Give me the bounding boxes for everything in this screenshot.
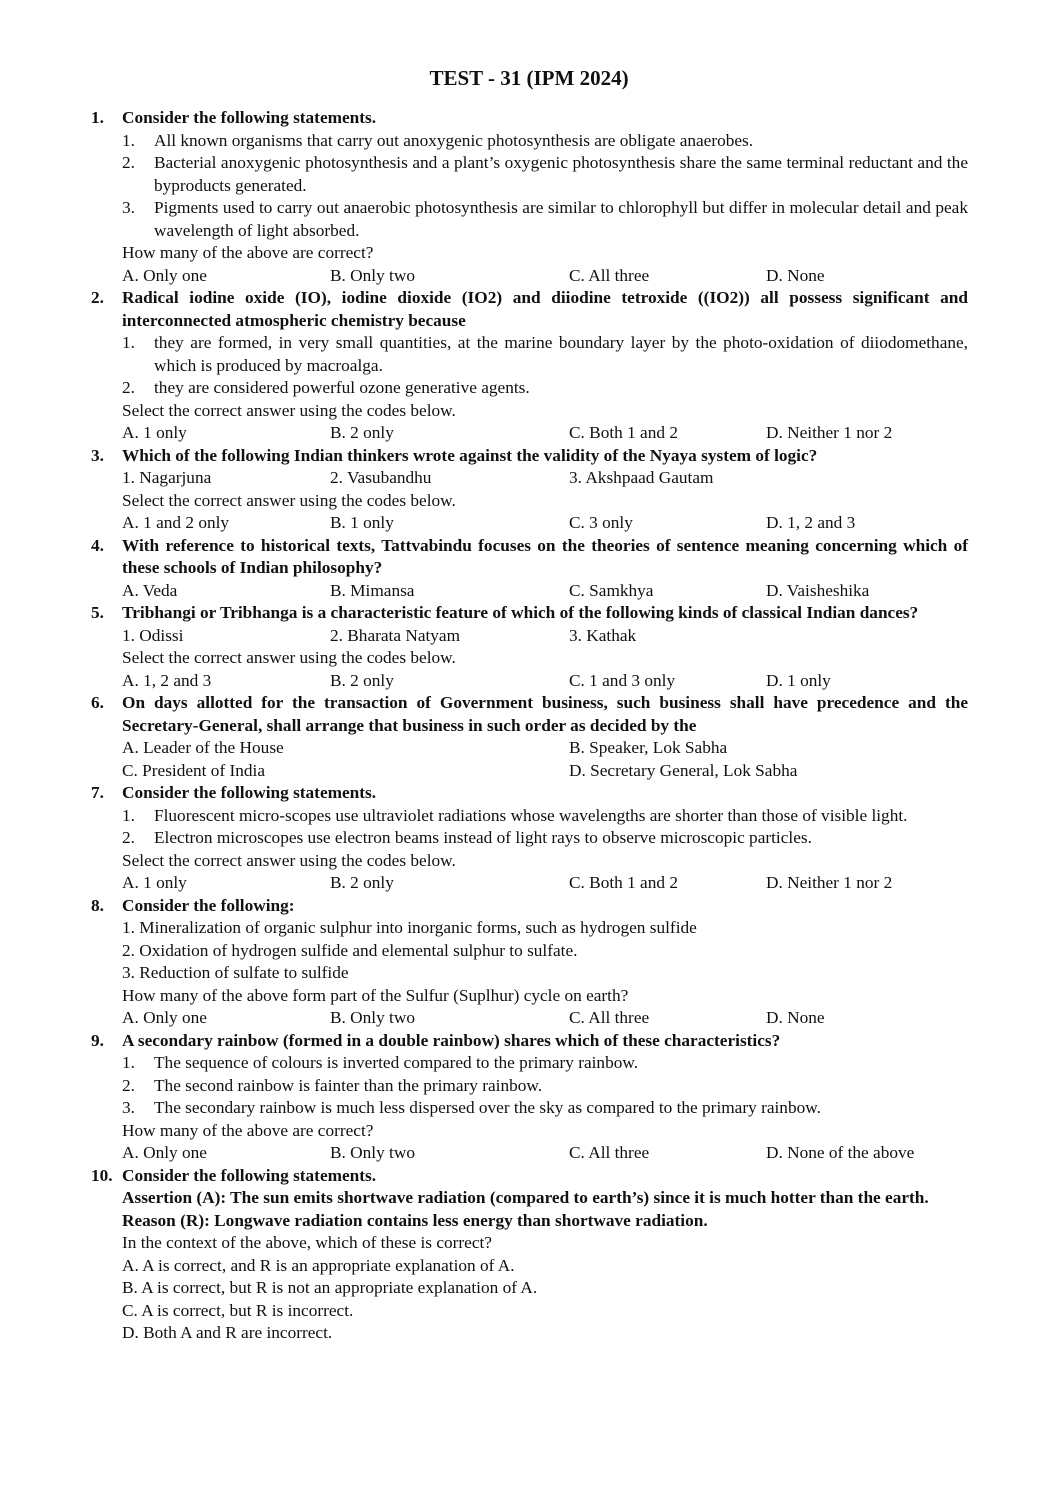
option: C. President of India (122, 760, 266, 780)
option-line: C. A is correct, but R is incorrect. (122, 1300, 354, 1320)
option: A. Only one (122, 265, 207, 285)
question-number: 8. (91, 895, 104, 915)
statement-number: 1. (122, 1053, 135, 1072)
question-stem: Which of the following Indian thinkers wrote against the validity of the Nyaya system of logic? (122, 445, 818, 465)
option-row (122, 1007, 968, 1030)
option: B. 2 only (330, 423, 394, 442)
statement (122, 332, 968, 377)
question-8 (91, 895, 968, 1030)
instruction-text: Select the correct answer using the codes below. (122, 490, 456, 510)
instruction-text: Select the correct answer using the codes below. (122, 648, 456, 667)
question-10 (91, 1165, 968, 1345)
option-line: 1. Mineralization of organic sulphur into inorganic forms, such as hydrogen sulfide (122, 918, 697, 937)
option: C. All three (569, 1143, 650, 1162)
question-stem: Consider the following statements. (122, 783, 377, 802)
statement-text: Pigments used to carry out anaerobic photosynthesis are similar to chlorophyll but differ in molecular detail and peak wavelength of light absorbed. (154, 198, 968, 240)
statement-text: The secondary rainbow is much less dispersed over the sky as compared to the primary rainbow. (154, 1098, 821, 1117)
option-row (122, 670, 968, 693)
instruction-text: How many of the above are correct? (122, 1120, 374, 1140)
instruction-text: Select the correct answer using the codes below. (122, 400, 456, 420)
option-row (122, 512, 968, 535)
question-number: 4. (91, 535, 104, 555)
option: D. None of the above (766, 1143, 915, 1162)
option: B. Only two (330, 1008, 415, 1027)
option: B. 2 only (330, 873, 394, 892)
option-row (122, 580, 968, 603)
question-4 (91, 535, 968, 603)
option: C. Both 1 and 2 (569, 873, 678, 892)
question-stem: Consider the following: (122, 895, 295, 915)
question-number: 9. (91, 1030, 104, 1050)
question-stem: With reference to historical texts, Tattvabindu focuses on the theories of sentence meaning concerning which of these schools of Indian philosophy? (122, 535, 968, 577)
statement-number: 1. (122, 333, 135, 352)
option: A. 1 only (122, 873, 187, 892)
option: D. 1 only (766, 670, 831, 690)
statement (122, 1097, 968, 1120)
statement-text: Electron microscopes use electron beams instead of light rays to observe microscopic particles. (154, 828, 812, 847)
option-row (122, 467, 968, 490)
option: A. Leader of the House (122, 738, 284, 757)
statement-text: Fluorescent micro-scopes use ultraviolet radiations whose wavelengths are shorter than those of visible light. (154, 805, 908, 825)
option-row (122, 737, 968, 760)
statement-text: they are considered powerful ozone generative agents. (154, 378, 530, 397)
option-line: B. A is correct, but R is not an appropriate explanation of A. (122, 1278, 538, 1297)
option-row (122, 265, 968, 288)
statement-number: 1. (122, 805, 135, 825)
option: A. Only one (122, 1143, 207, 1162)
question-6 (91, 692, 968, 782)
question-stem: Consider the following statements. (122, 1165, 377, 1185)
option: A. 1 only (122, 423, 187, 442)
question-9 (91, 1030, 968, 1165)
question-7 (91, 782, 968, 895)
statement (122, 827, 968, 850)
question-stem: On days allotted for the transaction of Government business, such business shall have precedence and the Secretary-General, shall arrange that business in such order as decided by the (122, 693, 968, 735)
option: B. Only two (330, 1143, 415, 1162)
option: 2. Vasubandhu (330, 468, 432, 487)
option: D. None (766, 1008, 825, 1027)
option: D. 1, 2 and 3 (766, 513, 856, 532)
question-number: 5. (91, 603, 104, 622)
option: C. Samkhya (569, 580, 654, 600)
question-5 (91, 602, 968, 692)
statement-text: All known organisms that carry out anoxygenic photosynthesis are obligate anaerobes. (154, 130, 754, 150)
option: A. 1, 2 and 3 (122, 670, 212, 690)
option-line: A. A is correct, and R is an appropriate explanation of A. (122, 1255, 515, 1275)
option: A. Veda (122, 580, 178, 600)
option: B. Speaker, Lok Sabha (569, 738, 728, 757)
statement-number: 2. (122, 1075, 135, 1095)
page-title: TEST - 31 (IPM 2024) (429, 66, 629, 90)
question-number: 3. (91, 445, 104, 465)
statement-text: they are formed, in very small quantities, at the marine boundary layer by the photo-oxidation of diiodomethane, which is produced by macroalga. (154, 333, 968, 375)
option-line: 3. Reduction of sulfate to sulfide (122, 963, 349, 982)
option: C. All three (569, 1008, 650, 1027)
option: B. 2 only (330, 670, 394, 690)
statement (122, 130, 968, 153)
option: 1. Odissi (122, 625, 184, 645)
option: 3. Kathak (569, 625, 637, 645)
question-stem: Consider the following statements. (122, 108, 377, 127)
statement (122, 152, 968, 197)
statement (122, 1075, 968, 1098)
option-line: D. Both A and R are incorrect. (122, 1323, 333, 1342)
option: C. Both 1 and 2 (569, 423, 678, 442)
question-list (91, 107, 968, 1345)
option: 2. Bharata Natyam (330, 625, 461, 645)
statement (122, 197, 968, 242)
statement-number: 2. (122, 378, 135, 397)
option: 1. Nagarjuna (122, 468, 212, 487)
option: D. Secretary General, Lok Sabha (569, 760, 798, 780)
question-3 (91, 445, 968, 535)
option: B. Mimansa (330, 580, 415, 600)
option-row (122, 625, 968, 648)
statement (122, 805, 968, 828)
instruction-text: How many of the above form part of the Sulfur (Suplhur) cycle on earth? (122, 985, 629, 1005)
question-number: 7. (91, 783, 104, 802)
statement-number: 1. (122, 130, 135, 150)
statement-text: Bacterial anoxygenic photosynthesis and a plant’s oxygenic photosynthesis share the same terminal reductant and the byproducts generated. (154, 153, 968, 195)
option: A. 1 and 2 only (122, 513, 230, 532)
question-number: 1. (91, 108, 104, 127)
option: A. Only one (122, 1008, 207, 1027)
question-stem: A secondary rainbow (formed in a double rainbow) shares which of these characteristics? (122, 1030, 781, 1050)
question-2 (91, 287, 968, 445)
option-row (122, 872, 968, 895)
option: D. Neither 1 nor 2 (766, 423, 893, 442)
option: D. Vaisheshika (766, 580, 870, 600)
statement-number: 2. (122, 828, 135, 847)
instruction-text: How many of the above are correct? (122, 243, 374, 262)
statement (122, 1052, 968, 1075)
statement-text: The second rainbow is fainter than the primary rainbow. (154, 1075, 543, 1095)
option: 3. Akshpaad Gautam (569, 468, 714, 487)
question-number: 6. (91, 693, 104, 712)
option: D. None (766, 265, 825, 285)
option: B. 1 only (330, 513, 394, 532)
option: C. 3 only (569, 513, 633, 532)
assertion-text: Reason (R): Longwave radiation contains less energy than shortwave radiation. (122, 1210, 708, 1230)
option-line: 2. Oxidation of hydrogen sulfide and elemental sulphur to sulfate. (122, 940, 578, 960)
statement-number: 2. (122, 153, 135, 172)
question-number: 10. (91, 1165, 113, 1185)
question-stem: Tribhangi or Tribhanga is a characteristic feature of which of the following kinds of classical Indian dances? (122, 603, 919, 622)
statement (122, 377, 968, 400)
question-1 (91, 107, 968, 287)
question-number: 2. (91, 288, 104, 307)
assertion-text: Assertion (A): The sun emits shortwave radiation (compared to earth’s) since it is much hotter than the earth. (122, 1188, 929, 1207)
option: C. 1 and 3 only (569, 670, 676, 690)
instruction-text: In the context of the above, which of these is correct? (122, 1233, 492, 1252)
statement-number: 3. (122, 198, 135, 217)
option: C. All three (569, 265, 650, 285)
instruction-text: Select the correct answer using the codes below. (122, 850, 456, 870)
option-row (122, 1142, 968, 1165)
option-row (122, 760, 968, 783)
option: B. Only two (330, 265, 415, 285)
option: D. Neither 1 nor 2 (766, 873, 893, 892)
statement-text: The sequence of colours is inverted compared to the primary rainbow. (154, 1053, 639, 1072)
question-stem: Radical iodine oxide (IO), iodine dioxide (IO2) and diiodine tetroxide ((IO2)) all possess significant and interconnected atmospheric chemistry because (122, 288, 968, 330)
option-row (122, 422, 968, 445)
statement-number: 3. (122, 1098, 135, 1117)
